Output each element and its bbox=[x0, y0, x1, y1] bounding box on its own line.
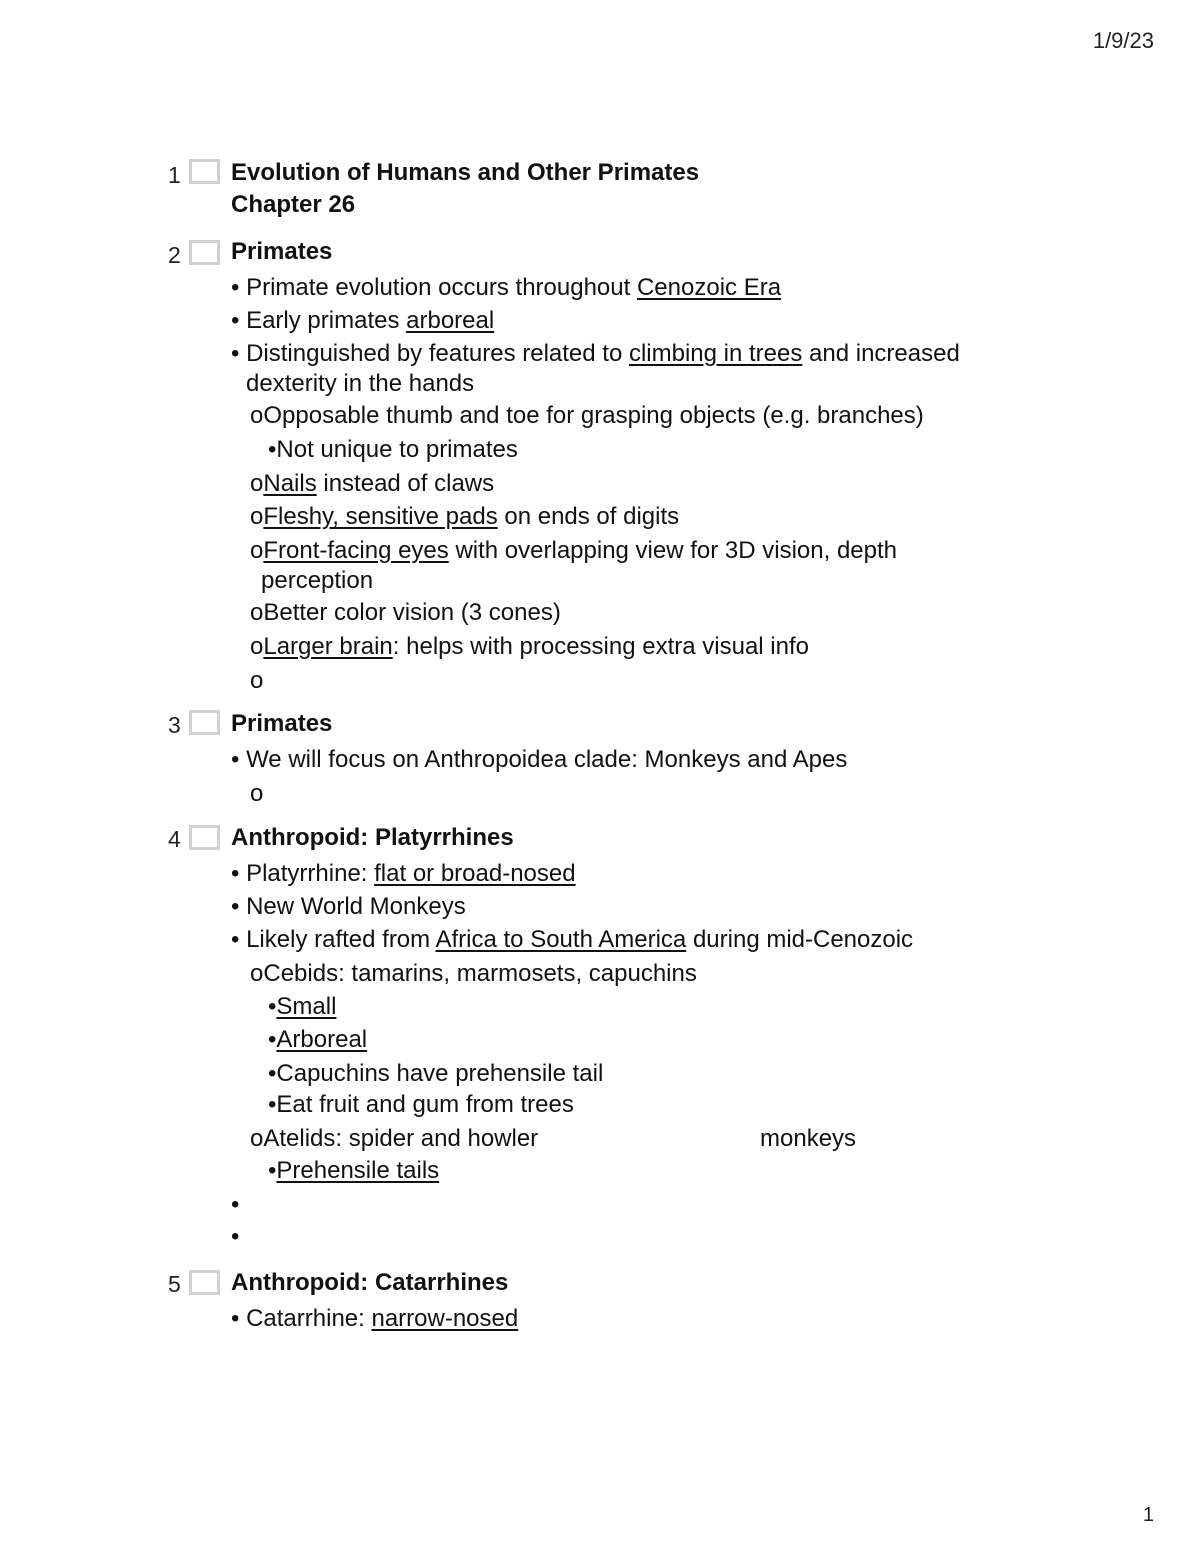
text-run: Early primates bbox=[246, 307, 407, 334]
bullet-item bbox=[231, 306, 494, 336]
sub-sub-bullet-item bbox=[268, 1059, 603, 1089]
sub-bullet-item bbox=[250, 536, 897, 566]
empty-bullet[interactable] bbox=[231, 1222, 239, 1252]
bullet-marker: • bbox=[231, 746, 240, 773]
text-run: during mid-Cenozoic bbox=[686, 926, 914, 953]
date-header: 1/9/23 bbox=[1092, 28, 1154, 53]
bullet-marker: • bbox=[231, 1223, 240, 1250]
empty-bullet[interactable] bbox=[231, 1190, 239, 1220]
sub-sub-bullet-item bbox=[268, 992, 336, 1022]
detached-word: monkeys bbox=[760, 1125, 857, 1152]
bullet-marker: • bbox=[268, 1157, 277, 1184]
empty-sub-bullet[interactable] bbox=[250, 666, 263, 696]
text-run: with overlapping view for 3D vision, depth bbox=[448, 537, 898, 564]
slide-number: 5 bbox=[168, 1271, 181, 1297]
bullet-item bbox=[231, 892, 466, 922]
sub-bullet-marker: o bbox=[250, 537, 264, 564]
text-run: We will focus on Anthropoidea clade: Monkeys and Apes bbox=[246, 746, 848, 773]
underlined-term: Cenozoic Era bbox=[636, 274, 782, 301]
bullet-item bbox=[231, 859, 576, 889]
sub-sub-bullet-item bbox=[268, 1025, 367, 1055]
slide-thumbnail-checkbox[interactable] bbox=[189, 240, 220, 265]
bullet-marker: • bbox=[231, 893, 240, 920]
sub-bullet-marker: o bbox=[250, 599, 264, 626]
bullet-marker: • bbox=[231, 340, 240, 367]
sub-bullet-item bbox=[250, 1124, 538, 1154]
sub-bullet-marker: o bbox=[250, 633, 264, 660]
text-run: Capuchins have prehensile tail bbox=[276, 1060, 604, 1087]
text-run: Not unique to primates bbox=[276, 436, 518, 463]
bullet-item bbox=[231, 745, 847, 775]
bullet-item bbox=[231, 1304, 518, 1334]
bullet-marker: • bbox=[231, 1305, 240, 1332]
underlined-term: climbing in trees bbox=[628, 340, 803, 367]
sub-sub-bullet-item bbox=[268, 435, 518, 465]
underlined-term: Africa to South America bbox=[435, 926, 687, 953]
sub-bullet-item bbox=[250, 632, 809, 662]
bullet-marker: • bbox=[268, 1026, 277, 1053]
underlined-term: Front-facing eyes bbox=[263, 537, 449, 564]
slide-number: 1 bbox=[168, 162, 181, 188]
slide-thumbnail-checkbox[interactable] bbox=[189, 825, 220, 850]
underlined-term: Arboreal bbox=[276, 1026, 368, 1053]
bullet-marker: • bbox=[268, 1091, 277, 1118]
text-run: Better color vision (3 cones) bbox=[263, 599, 561, 626]
bullet-item bbox=[231, 925, 913, 955]
sub-bullet-marker: o bbox=[250, 402, 264, 429]
bullet-marker: • bbox=[231, 274, 240, 301]
text-run: and increased bbox=[802, 340, 960, 367]
text-run: Eat fruit and gum from trees bbox=[276, 1091, 574, 1118]
underlined-term: Nails bbox=[263, 470, 317, 497]
sub-sub-bullet-item bbox=[268, 1156, 439, 1186]
underlined-term: Prehensile tails bbox=[276, 1157, 440, 1184]
text-run: on ends of digits bbox=[497, 503, 680, 530]
slide-title: Evolution of Humans and Other Primates bbox=[231, 159, 700, 186]
underlined-term: Small bbox=[276, 993, 337, 1020]
slide-number: 2 bbox=[168, 242, 181, 268]
text-run: Atelids: spider and howler bbox=[263, 1125, 539, 1152]
bullet-continuation: dexterity in the hands bbox=[246, 370, 475, 397]
bullet-marker: • bbox=[231, 860, 240, 887]
bullet-marker: • bbox=[231, 307, 240, 334]
text-run: Primate evolution occurs throughout bbox=[246, 274, 637, 301]
bullet-item bbox=[231, 339, 960, 369]
sub-bullet-marker: o bbox=[250, 780, 264, 807]
slide-number: 4 bbox=[168, 826, 181, 852]
slide-thumbnail-checkbox[interactable] bbox=[189, 1270, 220, 1295]
bullet-marker: • bbox=[231, 926, 240, 953]
text-run: Catarrhine: bbox=[246, 1305, 372, 1332]
empty-sub-bullet[interactable] bbox=[250, 779, 263, 809]
sub-bullet-marker: o bbox=[250, 503, 264, 530]
sub-bullet-item bbox=[250, 502, 679, 532]
bullet-item bbox=[231, 273, 781, 303]
slide-thumbnail-checkbox[interactable] bbox=[189, 159, 220, 184]
sub-bullet-item bbox=[250, 469, 494, 499]
bullet-marker: • bbox=[268, 436, 277, 463]
underlined-term: flat or broad-nosed bbox=[374, 860, 576, 887]
sub-bullet-item bbox=[250, 959, 697, 989]
sub-bullet-marker: o bbox=[250, 960, 264, 987]
sub-bullet-marker: o bbox=[250, 470, 264, 497]
bullet-marker: • bbox=[231, 1191, 240, 1218]
bullet-continuation: perception bbox=[261, 567, 374, 594]
text-run: Cebids: tamarins, marmosets, capuchins bbox=[263, 960, 697, 987]
sub-sub-bullet-item bbox=[268, 1090, 574, 1120]
text-run: Likely rafted from bbox=[246, 926, 436, 953]
bullet-marker: • bbox=[268, 993, 277, 1020]
page-number: 1 bbox=[1142, 1504, 1154, 1526]
slide-number: 3 bbox=[168, 712, 181, 738]
slide-thumbnail-checkbox[interactable] bbox=[189, 710, 220, 735]
sub-bullet-marker: o bbox=[250, 1125, 264, 1152]
sub-bullet-item bbox=[250, 598, 561, 628]
slide-title: Primates bbox=[231, 710, 333, 737]
slide-subtitle: Chapter 26 bbox=[231, 191, 356, 218]
text-run: instead of claws bbox=[316, 470, 495, 497]
slide-title: Primates bbox=[231, 238, 333, 265]
underlined-term: Larger brain bbox=[263, 633, 393, 660]
text-run: Opposable thumb and toe for grasping objects (e.g. branches) bbox=[263, 402, 924, 429]
text-run: : helps with processing extra visual info bbox=[392, 633, 809, 660]
slide-title: Anthropoid: Catarrhines bbox=[231, 1269, 509, 1296]
sub-bullet-marker: o bbox=[250, 667, 264, 694]
slide-title: Anthropoid: Platyrrhines bbox=[231, 824, 514, 851]
underlined-term: narrow-nosed bbox=[371, 1305, 519, 1332]
text-run: Platyrrhine: bbox=[246, 860, 375, 887]
sub-bullet-item bbox=[250, 401, 924, 431]
text-run: Distinguished by features related to bbox=[246, 340, 629, 367]
bullet-marker: • bbox=[268, 1060, 277, 1087]
text-run: New World Monkeys bbox=[246, 893, 466, 920]
underlined-term: arboreal bbox=[406, 307, 495, 334]
underlined-term: Fleshy, sensitive pads bbox=[263, 503, 498, 530]
